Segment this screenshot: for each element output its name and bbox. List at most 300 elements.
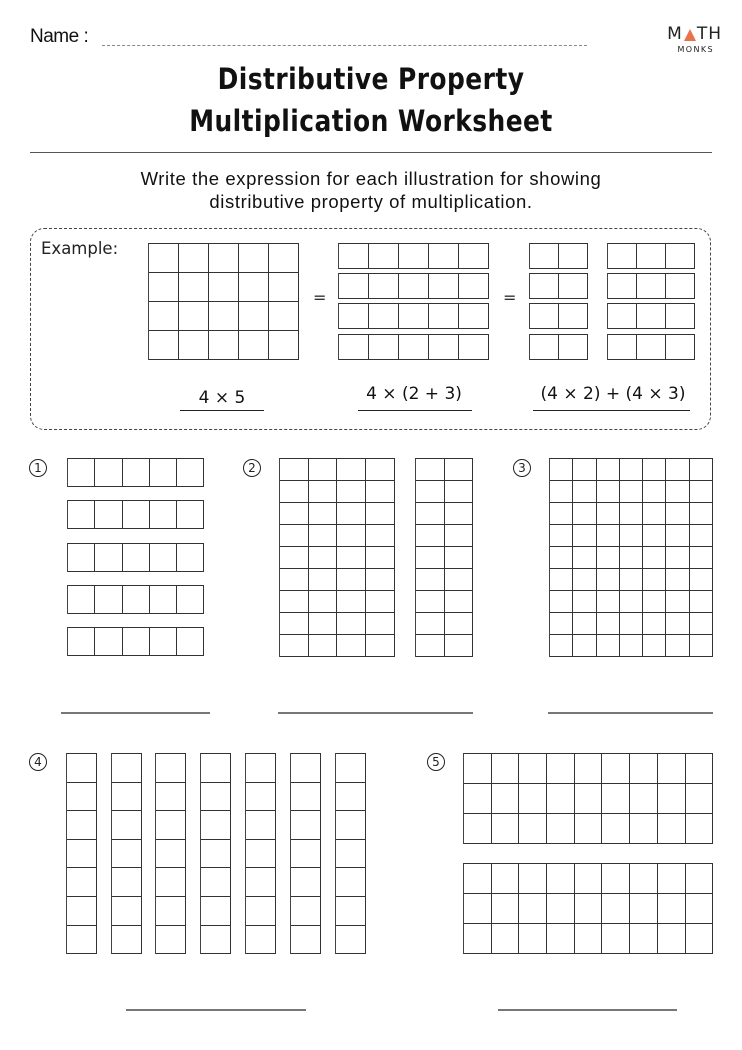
grid-cell <box>95 459 122 487</box>
grid-cell <box>573 459 596 481</box>
problem-3-array-1 <box>549 458 713 657</box>
grid-cell <box>399 304 429 329</box>
grid-cell <box>492 894 520 924</box>
grid-cell <box>209 302 239 331</box>
grid-cell <box>620 481 643 503</box>
grid-cell <box>67 897 97 926</box>
grid-cell <box>575 894 603 924</box>
grid-cell <box>337 459 366 481</box>
grid-cell <box>573 613 596 635</box>
grid-cell <box>416 613 445 635</box>
grid-cell <box>637 335 666 360</box>
grid-cell <box>550 547 573 569</box>
grid-cell <box>550 569 573 591</box>
grid-cell <box>620 503 643 525</box>
grid-cell <box>67 840 97 869</box>
grid-cell <box>620 635 643 657</box>
grid-cell <box>658 894 686 924</box>
grid-cell <box>597 569 620 591</box>
grid-cell <box>123 459 150 487</box>
grid-cell <box>597 503 620 525</box>
grid-cell <box>201 754 231 783</box>
grid-cell <box>246 926 276 955</box>
grid-cell <box>280 459 309 481</box>
page-title-line-1: Distributive Property <box>217 62 525 96</box>
grid-cell <box>291 840 321 869</box>
grid-cell <box>643 547 666 569</box>
grid-cell <box>123 501 150 529</box>
grid-cell <box>620 591 643 613</box>
grid-cell <box>95 501 122 529</box>
instructions-line-1: Write the expression for each illustration for showing <box>140 168 602 189</box>
logo-triangle-icon <box>684 29 696 41</box>
grid-cell <box>95 586 122 614</box>
problem-number-5: 5 <box>427 753 445 771</box>
example-expression-3: (4 × 2) + (4 × 3) <box>540 384 686 404</box>
problem-1-array-3 <box>67 543 204 572</box>
grid-cell <box>156 783 186 812</box>
grid-cell <box>156 868 186 897</box>
grid-cell <box>280 635 309 657</box>
answer-line-problem-4[interactable] <box>126 1009 306 1011</box>
grid-cell <box>597 591 620 613</box>
grid-cell <box>336 811 366 840</box>
grid-cell <box>666 335 695 360</box>
grid-cell <box>280 613 309 635</box>
problem-4-array-3 <box>155 753 186 954</box>
grid-cell <box>339 274 369 299</box>
grid-cell <box>309 503 338 525</box>
problem-number-3: 3 <box>513 459 531 477</box>
grid-cell <box>643 613 666 635</box>
grid-cell <box>630 924 658 954</box>
grid-cell <box>68 459 95 487</box>
grid-cell <box>337 503 366 525</box>
grid-cell <box>519 784 547 814</box>
example-expression-2: 4 × (2 + 3) <box>366 384 462 404</box>
grid-cell <box>445 525 474 547</box>
grid-cell <box>547 784 575 814</box>
grid-cell <box>201 897 231 926</box>
grid-cell <box>337 591 366 613</box>
grid-cell <box>573 569 596 591</box>
grid-cell <box>602 864 630 894</box>
grid-cell <box>280 591 309 613</box>
problem-4-array-2 <box>111 753 142 954</box>
grid-cell <box>366 503 395 525</box>
grid-cell <box>690 481 713 503</box>
grid-cell <box>366 525 395 547</box>
answer-line-problem-3[interactable] <box>548 712 713 714</box>
grid-cell <box>339 244 369 269</box>
grid-cell <box>445 547 474 569</box>
grid-cell <box>201 868 231 897</box>
grid-cell <box>547 864 575 894</box>
grid-cell <box>445 481 474 503</box>
grid-cell <box>429 244 459 269</box>
grid-cell <box>156 811 186 840</box>
grid-cell <box>666 525 689 547</box>
grid-cell <box>575 814 603 844</box>
example-label: Example: <box>41 239 119 258</box>
grid-cell <box>269 331 299 360</box>
grid-cell <box>690 503 713 525</box>
grid-cell <box>201 926 231 955</box>
grid-cell <box>464 894 492 924</box>
grid-cell <box>666 569 689 591</box>
grid-cell <box>547 814 575 844</box>
grid-cell <box>95 628 122 656</box>
grid-cell <box>690 525 713 547</box>
example-grid-5 <box>338 334 489 360</box>
grid-cell <box>666 635 689 657</box>
grid-cell <box>492 754 520 784</box>
grid-cell <box>68 586 95 614</box>
grid-cell <box>366 569 395 591</box>
grid-cell <box>112 811 142 840</box>
grid-cell <box>246 897 276 926</box>
grid-cell <box>369 304 399 329</box>
grid-cell <box>336 754 366 783</box>
example-grid-6 <box>529 243 588 269</box>
problem-number-4: 4 <box>29 753 47 771</box>
problem-2-array-1 <box>279 458 395 657</box>
grid-cell <box>291 754 321 783</box>
grid-cell <box>150 459 177 487</box>
grid-cell <box>112 783 142 812</box>
grid-cell <box>369 335 399 360</box>
answer-line-problem-1[interactable] <box>61 712 210 714</box>
grid-cell <box>239 331 269 360</box>
example-grid-1 <box>148 243 299 360</box>
grid-cell <box>547 894 575 924</box>
grid-cell <box>429 335 459 360</box>
grid-cell <box>239 302 269 331</box>
grid-cell <box>620 569 643 591</box>
grid-cell <box>291 811 321 840</box>
grid-cell <box>201 840 231 869</box>
grid-cell <box>337 547 366 569</box>
grid-cell <box>416 459 445 481</box>
grid-cell <box>339 304 369 329</box>
grid-cell <box>156 840 186 869</box>
grid-cell <box>209 331 239 360</box>
problem-4-array-6 <box>290 753 321 954</box>
grid-cell <box>643 569 666 591</box>
grid-cell <box>608 274 637 299</box>
grid-cell <box>573 591 596 613</box>
grid-cell <box>399 274 429 299</box>
grid-cell <box>177 628 204 656</box>
grid-cell <box>575 924 603 954</box>
grid-cell <box>666 244 695 269</box>
grid-cell <box>573 547 596 569</box>
grid-cell <box>416 569 445 591</box>
example-grid-7 <box>529 273 588 299</box>
example-expression-3-underline <box>533 410 690 411</box>
grid-cell <box>156 754 186 783</box>
page-title-line-2: Multiplication Worksheet <box>189 104 553 138</box>
grid-cell <box>149 302 179 331</box>
grid-cell <box>597 481 620 503</box>
grid-cell <box>464 864 492 894</box>
grid-cell <box>637 304 666 329</box>
grid-cell <box>269 302 299 331</box>
grid-cell <box>209 273 239 302</box>
grid-cell <box>630 784 658 814</box>
grid-cell <box>643 591 666 613</box>
title-divider <box>30 152 712 153</box>
grid-cell <box>550 635 573 657</box>
grid-cell <box>112 926 142 955</box>
grid-cell <box>597 547 620 569</box>
problem-number-1: 1 <box>29 459 47 477</box>
problem-4-array-5 <box>245 753 276 954</box>
grid-cell <box>559 274 588 299</box>
grid-cell <box>464 754 492 784</box>
example-grid-3 <box>338 273 489 299</box>
grid-cell <box>239 244 269 273</box>
grid-cell <box>179 331 209 360</box>
grid-cell <box>112 754 142 783</box>
grid-cell <box>177 544 204 572</box>
grid-cell <box>666 481 689 503</box>
grid-cell <box>399 335 429 360</box>
name-input-line[interactable] <box>102 45 587 46</box>
grid-cell <box>519 864 547 894</box>
grid-cell <box>550 459 573 481</box>
grid-cell <box>280 547 309 569</box>
grid-cell <box>686 784 714 814</box>
grid-cell <box>547 754 575 784</box>
grid-cell <box>559 335 588 360</box>
grid-cell <box>123 628 150 656</box>
grid-cell <box>630 864 658 894</box>
example-grid-4 <box>338 303 489 329</box>
grid-cell <box>309 613 338 635</box>
grid-cell <box>177 459 204 487</box>
grid-cell <box>123 586 150 614</box>
grid-cell <box>608 335 637 360</box>
grid-cell <box>67 926 97 955</box>
grid-cell <box>67 754 97 783</box>
grid-cell <box>309 635 338 657</box>
grid-cell <box>519 754 547 784</box>
grid-cell <box>280 569 309 591</box>
grid-cell <box>246 754 276 783</box>
example-expression-1-underline <box>180 410 264 411</box>
problem-4-array-4 <box>200 753 231 954</box>
grid-cell <box>201 783 231 812</box>
example-grid-2 <box>338 243 489 269</box>
grid-cell <box>177 586 204 614</box>
grid-cell <box>149 244 179 273</box>
grid-cell <box>464 784 492 814</box>
grid-cell <box>550 503 573 525</box>
grid-cell <box>336 840 366 869</box>
grid-cell <box>658 754 686 784</box>
grid-cell <box>177 501 204 529</box>
grid-cell <box>519 894 547 924</box>
grid-cell <box>369 274 399 299</box>
grid-cell <box>602 754 630 784</box>
grid-cell <box>366 635 395 657</box>
grid-cell <box>690 547 713 569</box>
grid-cell <box>336 897 366 926</box>
grid-cell <box>459 335 489 360</box>
grid-cell <box>597 459 620 481</box>
grid-cell <box>666 274 695 299</box>
answer-line-problem-2[interactable] <box>278 712 473 714</box>
grid-cell <box>464 924 492 954</box>
grid-cell <box>445 591 474 613</box>
grid-cell <box>269 244 299 273</box>
grid-cell <box>67 868 97 897</box>
equals-sign-2: = <box>503 288 517 307</box>
grid-cell <box>309 547 338 569</box>
grid-cell <box>309 459 338 481</box>
grid-cell <box>658 784 686 814</box>
grid-cell <box>602 814 630 844</box>
grid-cell <box>445 503 474 525</box>
grid-cell <box>643 503 666 525</box>
grid-cell <box>445 635 474 657</box>
grid-cell <box>597 613 620 635</box>
grid-cell <box>630 754 658 784</box>
grid-cell <box>550 613 573 635</box>
grid-cell <box>620 525 643 547</box>
grid-cell <box>686 894 714 924</box>
grid-cell <box>602 924 630 954</box>
grid-cell <box>658 924 686 954</box>
grid-cell <box>95 544 122 572</box>
grid-cell <box>530 304 559 329</box>
grid-cell <box>459 244 489 269</box>
grid-cell <box>575 784 603 814</box>
grid-cell <box>492 864 520 894</box>
grid-cell <box>336 868 366 897</box>
math-monks-logo <box>652 26 722 54</box>
grid-cell <box>620 613 643 635</box>
grid-cell <box>150 501 177 529</box>
example-grid-13 <box>607 334 695 360</box>
grid-cell <box>492 784 520 814</box>
grid-cell <box>519 814 547 844</box>
grid-cell <box>637 274 666 299</box>
grid-cell <box>179 273 209 302</box>
grid-cell <box>530 244 559 269</box>
grid-cell <box>608 304 637 329</box>
grid-cell <box>416 547 445 569</box>
grid-cell <box>575 864 603 894</box>
example-grid-10 <box>607 243 695 269</box>
grid-cell <box>464 814 492 844</box>
grid-cell <box>309 591 338 613</box>
grid-cell <box>690 569 713 591</box>
grid-cell <box>156 926 186 955</box>
example-grid-11 <box>607 273 695 299</box>
grid-cell <box>291 868 321 897</box>
grid-cell <box>269 273 299 302</box>
grid-cell <box>686 814 714 844</box>
grid-cell <box>399 244 429 269</box>
grid-cell <box>67 783 97 812</box>
example-grid-8 <box>529 303 588 329</box>
example-expression-2-underline <box>358 410 472 411</box>
grid-cell <box>530 335 559 360</box>
grid-cell <box>337 569 366 591</box>
grid-cell <box>666 459 689 481</box>
logo-text-monks: MONKS <box>677 45 714 54</box>
grid-cell <box>597 635 620 657</box>
grid-cell <box>666 547 689 569</box>
grid-cell <box>429 274 459 299</box>
grid-cell <box>602 894 630 924</box>
grid-cell <box>416 635 445 657</box>
grid-cell <box>239 273 269 302</box>
grid-cell <box>492 924 520 954</box>
grid-cell <box>690 613 713 635</box>
grid-cell <box>150 544 177 572</box>
grid-cell <box>416 481 445 503</box>
grid-cell <box>573 635 596 657</box>
grid-cell <box>337 613 366 635</box>
grid-cell <box>366 591 395 613</box>
grid-cell <box>112 840 142 869</box>
grid-cell <box>337 635 366 657</box>
instructions-line-2: distributive property of multiplication. <box>209 191 533 212</box>
problem-1-array-2 <box>67 500 204 529</box>
grid-cell <box>68 628 95 656</box>
grid-cell <box>690 459 713 481</box>
grid-cell <box>366 547 395 569</box>
grid-cell <box>686 924 714 954</box>
grid-cell <box>666 503 689 525</box>
example-grid-9 <box>529 334 588 360</box>
grid-cell <box>149 273 179 302</box>
grid-cell <box>416 503 445 525</box>
grid-cell <box>112 868 142 897</box>
grid-cell <box>369 244 399 269</box>
grid-cell <box>280 481 309 503</box>
grid-cell <box>291 783 321 812</box>
equals-sign-1: = <box>313 288 327 307</box>
grid-cell <box>643 481 666 503</box>
grid-cell <box>445 569 474 591</box>
grid-cell <box>209 244 239 273</box>
grid-cell <box>550 525 573 547</box>
grid-cell <box>620 459 643 481</box>
grid-cell <box>67 811 97 840</box>
answer-line-problem-5[interactable] <box>498 1009 677 1011</box>
grid-cell <box>643 459 666 481</box>
example-grid-12 <box>607 303 695 329</box>
grid-cell <box>150 586 177 614</box>
grid-cell <box>666 591 689 613</box>
grid-cell <box>336 783 366 812</box>
grid-cell <box>150 628 177 656</box>
problem-number-2: 2 <box>243 459 261 477</box>
grid-cell <box>597 525 620 547</box>
grid-cell <box>573 481 596 503</box>
grid-cell <box>337 525 366 547</box>
grid-cell <box>416 591 445 613</box>
grid-cell <box>156 897 186 926</box>
grid-cell <box>658 814 686 844</box>
problem-5-array-2 <box>463 863 713 954</box>
grid-cell <box>547 924 575 954</box>
grid-cell <box>686 754 714 784</box>
